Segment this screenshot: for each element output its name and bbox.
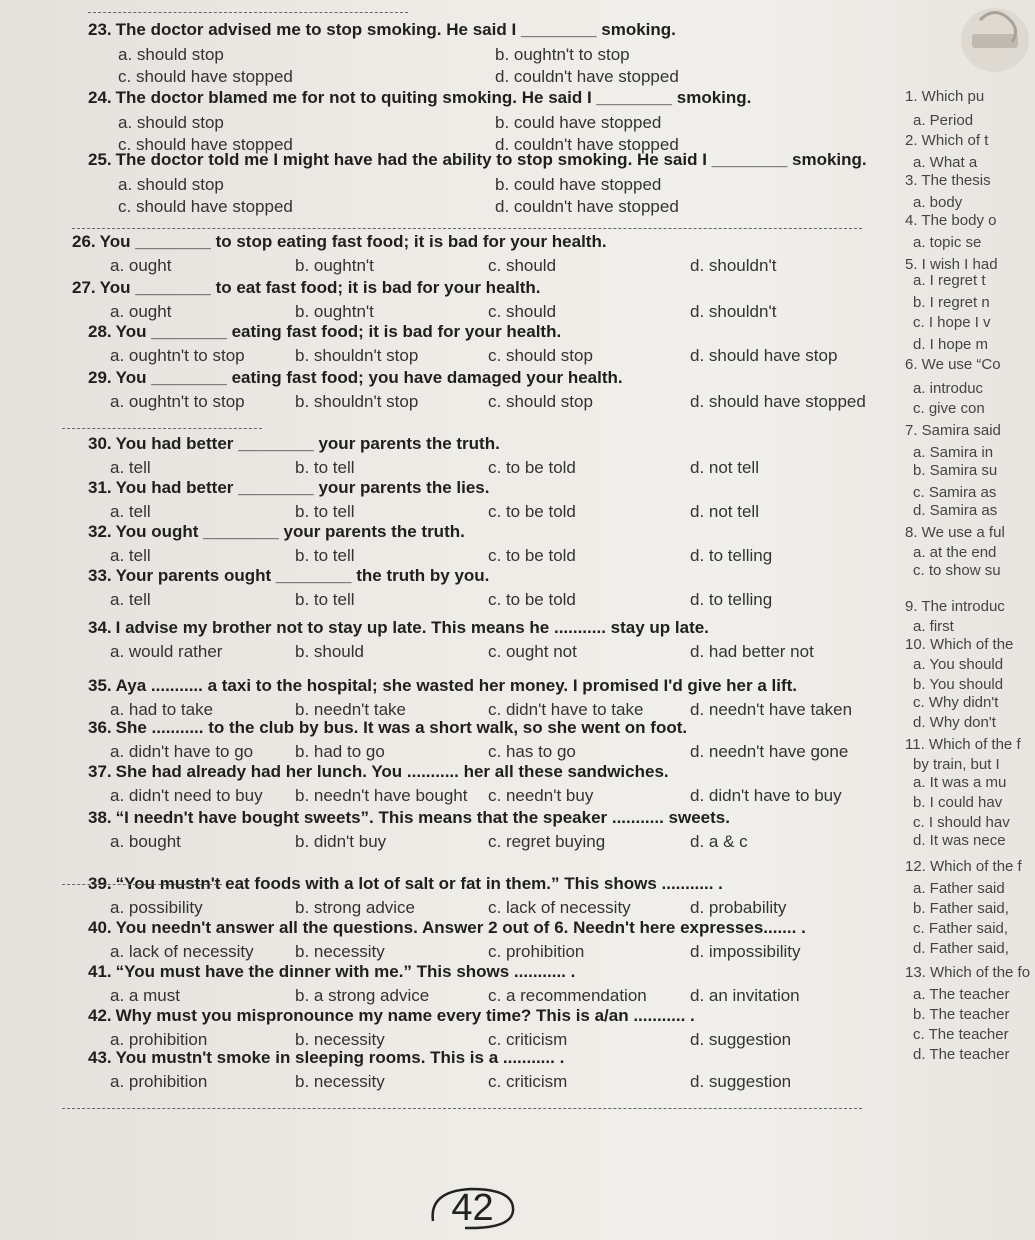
side-text-line: 1. Which pu xyxy=(905,88,985,105)
answer-option[interactable]: c. should have stopped xyxy=(118,67,293,86)
question-stem xyxy=(88,918,806,938)
publisher-logo-icon xyxy=(950,0,1035,80)
answer-option[interactable]: d. couldn't have stopped xyxy=(495,135,679,154)
side-text-line: a. Period xyxy=(913,112,974,129)
side-text-line: 11. Which of the f xyxy=(905,736,1021,753)
answer-option[interactable]: b. to tell xyxy=(295,502,355,521)
side-text-line: c. I hope I v xyxy=(913,314,991,331)
question-number: 37. xyxy=(88,762,112,781)
section-divider xyxy=(62,428,262,429)
answer-option[interactable]: c. criticism xyxy=(488,1072,568,1091)
side-text-line: a. Samira in xyxy=(913,444,994,461)
answer-option[interactable]: d. a & c xyxy=(690,832,748,851)
answer-option[interactable]: b. oughtn't xyxy=(295,302,374,321)
question-stem xyxy=(88,434,500,454)
answer-option[interactable]: d. suggestion xyxy=(690,1030,792,1049)
side-text-line: d. The teacher xyxy=(913,1046,1010,1063)
answer-option[interactable]: b. could have stopped xyxy=(495,175,662,194)
answer-option[interactable]: d. suggestion xyxy=(690,1072,792,1091)
side-text-line: c. to show su xyxy=(913,562,1001,579)
answer-option[interactable]: a. tell xyxy=(110,546,151,565)
side-text-line: a. The teacher xyxy=(913,986,1010,1003)
section-divider xyxy=(72,228,862,229)
side-text-line: d. Why don't xyxy=(913,714,996,731)
question-stem xyxy=(88,368,623,388)
answer-option[interactable]: b. needn't have bought xyxy=(295,786,468,805)
side-text-line: 7. Samira said xyxy=(905,422,1001,439)
side-text-line: a. introduc xyxy=(913,380,984,397)
question-stem xyxy=(72,232,607,252)
answer-option[interactable]: b. shouldn't stop xyxy=(295,392,419,411)
side-text-line: 13. Which of the fo xyxy=(905,964,1031,981)
question-number: 36. xyxy=(88,718,112,737)
answer-option[interactable]: a. tell xyxy=(110,458,151,477)
question-stem xyxy=(88,150,867,170)
side-text-line: a. I regret t xyxy=(913,272,986,289)
answer-option[interactable]: a. ought xyxy=(110,302,172,321)
answer-option[interactable]: c. should stop xyxy=(488,392,593,411)
answer-option[interactable]: b. needn't take xyxy=(295,700,406,719)
question-number: 24. xyxy=(88,88,112,107)
answer-option[interactable]: b. to tell xyxy=(295,458,355,477)
question-number: 39. xyxy=(88,874,112,893)
side-text-line: b. Father said, xyxy=(913,900,1009,917)
side-text-line: b. I regret n xyxy=(913,294,990,311)
answer-option[interactable]: a. oughtn't to stop xyxy=(110,346,245,365)
question-stem xyxy=(88,1048,564,1068)
question-number: 42. xyxy=(88,1006,112,1025)
answer-option[interactable]: b. should xyxy=(295,642,364,661)
question-stem xyxy=(88,1006,695,1026)
question-number: 30. xyxy=(88,434,112,453)
side-text-line: c. Father said, xyxy=(913,920,1009,937)
question-text: Your parents ought ________ the truth by you. xyxy=(115,566,490,585)
question-stem xyxy=(88,20,676,40)
answer-option[interactable]: c. should have stopped xyxy=(118,197,293,216)
answer-option[interactable]: c. regret buying xyxy=(488,832,606,851)
answer-option[interactable]: a. would rather xyxy=(110,642,223,661)
answer-option[interactable]: d. shouldn't xyxy=(690,256,777,275)
answer-option[interactable]: b. didn't buy xyxy=(295,832,387,851)
answer-option[interactable]: c. didn't have to take xyxy=(488,700,644,719)
side-text-line: a. body xyxy=(913,194,963,211)
answer-option[interactable]: c. to be told xyxy=(488,546,576,565)
answer-option[interactable]: a. didn't need to buy xyxy=(110,786,263,805)
answer-option[interactable]: c. a recommendation xyxy=(488,986,647,1005)
answer-option[interactable]: d. probability xyxy=(690,898,787,917)
answer-option[interactable]: b. necessity xyxy=(295,1072,385,1091)
side-text-line: c. The teacher xyxy=(913,1026,1009,1043)
answer-option[interactable]: d. impossibility xyxy=(690,942,801,961)
side-text-line: b. Samira su xyxy=(913,462,998,479)
question-number: 32. xyxy=(88,522,112,541)
answer-option[interactable]: a. bought xyxy=(110,832,181,851)
question-text: You ________ eating fast food; you have damaged your health. xyxy=(115,368,623,387)
answer-option[interactable]: c. prohibition xyxy=(488,942,585,961)
answer-option[interactable]: d. needn't have gone xyxy=(690,742,849,761)
question-stem xyxy=(88,522,465,542)
answer-option[interactable]: a. ought xyxy=(110,256,172,275)
side-text-line: b. You should xyxy=(913,676,1004,693)
section-divider xyxy=(62,1108,862,1109)
answer-option[interactable]: d. should have stopped xyxy=(690,392,866,411)
section-divider xyxy=(88,12,408,13)
answer-option[interactable]: c. ought not xyxy=(488,642,577,661)
question-text: The doctor told me I might have had the ability to stop smoking. He said I ________ smoking. xyxy=(115,150,867,169)
side-text-line: c. Why didn't xyxy=(913,694,999,711)
side-text-line: a. What a xyxy=(913,154,978,171)
side-text-line: 2. Which of t xyxy=(905,132,989,149)
answer-option[interactable]: d. couldn't have stopped xyxy=(495,197,679,216)
question-stem xyxy=(88,322,561,342)
question-number: 31. xyxy=(88,478,112,497)
answer-option[interactable]: d. not tell xyxy=(690,502,759,521)
question-text: You mustn't smoke in sleeping rooms. This is a ........... . xyxy=(115,1048,565,1067)
page-number xyxy=(425,1183,520,1233)
answer-option[interactable]: a. prohibition xyxy=(110,1030,208,1049)
side-text-line: 3. The thesis xyxy=(905,172,991,189)
answer-option[interactable]: a. a must xyxy=(110,986,180,1005)
answer-option[interactable]: b. to tell xyxy=(295,546,355,565)
answer-option[interactable]: a. prohibition xyxy=(110,1072,208,1091)
answer-option[interactable]: a. should stop xyxy=(118,113,224,132)
question-stem xyxy=(88,676,797,696)
side-text-line: a. first xyxy=(913,618,954,635)
side-text-line: a. It was a mu xyxy=(913,774,1007,791)
question-stem xyxy=(88,618,709,638)
answer-option[interactable]: c. should xyxy=(488,302,557,321)
answer-option[interactable]: d. to telling xyxy=(690,546,773,565)
side-text-line: 4. The body o xyxy=(905,212,997,229)
side-text-line: 12. Which of the f xyxy=(905,858,1022,875)
question-text: You had better ________ your parents the truth. xyxy=(115,434,500,453)
answer-option[interactable]: c. should xyxy=(488,256,557,275)
question-stem xyxy=(88,962,575,982)
answer-option[interactable]: d. should have stop xyxy=(690,346,838,365)
answer-option[interactable]: d. shouldn't xyxy=(690,302,777,321)
question-stem xyxy=(88,478,489,498)
question-text: The doctor advised me to stop smoking. He said I ________ smoking. xyxy=(115,20,676,39)
side-text-line: 6. We use “Co xyxy=(905,356,1001,373)
question-text: The doctor blamed me for not to quiting smoking. He said I ________ smoking. xyxy=(115,88,752,107)
answer-option[interactable]: d. couldn't have stopped xyxy=(495,67,679,86)
question-number: 34. xyxy=(88,618,112,637)
question-text: You ________ eating fast food; it is bad for your health. xyxy=(115,322,562,341)
answer-option[interactable]: b. necessity xyxy=(295,942,385,961)
answer-option[interactable]: b. a strong advice xyxy=(295,986,430,1005)
question-stem xyxy=(88,762,669,782)
side-text-line: c. I should hav xyxy=(913,814,1010,831)
answer-option[interactable]: d. to telling xyxy=(690,590,773,609)
answer-option[interactable]: b. shouldn't stop xyxy=(295,346,419,365)
answer-option[interactable]: c. should stop xyxy=(488,346,593,365)
page-number-text: 42 xyxy=(451,1187,494,1229)
answer-option[interactable]: a. oughtn't to stop xyxy=(110,392,245,411)
question-number: 23. xyxy=(88,20,112,39)
side-text-line: 5. I wish I had xyxy=(905,256,998,273)
answer-option[interactable]: b. had to go xyxy=(295,742,385,761)
question-number: 26. xyxy=(72,232,96,251)
answer-option[interactable]: b. oughtn't xyxy=(295,256,374,275)
question-text: Aya ........... a taxi to the hospital; she wasted her money. I promised I'd give her a lift. xyxy=(115,676,798,695)
side-text-line: 10. Which of the xyxy=(905,636,1014,653)
answer-option[interactable]: a. possibility xyxy=(110,898,203,917)
side-text-line: by train, but I xyxy=(913,756,1000,773)
question-stem xyxy=(88,808,730,828)
answer-option[interactable]: a. lack of necessity xyxy=(110,942,254,961)
answer-option[interactable]: a. had to take xyxy=(110,700,214,719)
answer-option[interactable]: c. to be told xyxy=(488,458,576,477)
side-text-line: b. I could hav xyxy=(913,794,1003,811)
answer-option[interactable]: b. necessity xyxy=(295,1030,385,1049)
side-text-line: d. Father said, xyxy=(913,940,1009,957)
adjacent-page-strip xyxy=(905,0,1035,1240)
question-number: 25. xyxy=(88,150,112,169)
question-stem xyxy=(72,278,540,298)
answer-option[interactable]: b. oughtn't to stop xyxy=(495,45,630,64)
answer-option[interactable]: b. could have stopped xyxy=(495,113,662,132)
question-stem xyxy=(88,718,687,738)
question-number: 33. xyxy=(88,566,112,585)
answer-option[interactable]: c. needn't buy xyxy=(488,786,594,805)
question-text: “You mustn't eat foods with a lot of salt or fat in them.” This shows ........... . xyxy=(115,874,723,893)
question-number: 38. xyxy=(88,808,112,827)
side-text-line: d. It was nece xyxy=(913,832,1006,849)
question-text: She had already had her lunch. You ........... her all these sandwiches. xyxy=(115,762,669,781)
answer-option[interactable]: d. an invitation xyxy=(690,986,800,1005)
side-text-line: a. topic se xyxy=(913,234,982,251)
answer-option[interactable]: c. to be told xyxy=(488,502,576,521)
question-text: You had better ________ your parents the lies. xyxy=(115,478,490,497)
question-text: You needn't answer all the questions. Answer 2 out of 6. Needn't here expresses....... . xyxy=(115,918,806,937)
side-text-line: c. give con xyxy=(913,400,985,417)
question-number: 29. xyxy=(88,368,112,387)
answer-option[interactable]: d. needn't have taken xyxy=(690,700,853,719)
answer-option[interactable]: a. didn't have to go xyxy=(110,742,254,761)
side-text-line: 8. We use a ful xyxy=(905,524,1005,541)
answer-option[interactable]: c. should have stopped xyxy=(118,135,293,154)
side-text-line: a. Father said xyxy=(913,880,1005,897)
side-text-line: d. I hope m xyxy=(913,336,989,353)
answer-option[interactable]: c. has to go xyxy=(488,742,576,761)
question-text: You ________ to stop eating fast food; it is bad for your health. xyxy=(99,232,607,251)
answer-option[interactable]: c. to be told xyxy=(488,590,576,609)
question-number: 27. xyxy=(72,278,96,297)
answer-option[interactable]: c. criticism xyxy=(488,1030,568,1049)
question-text: “You must have the dinner with me.” This shows ........... . xyxy=(115,962,576,981)
question-number: 40. xyxy=(88,918,112,937)
side-text-line: b. The teacher xyxy=(913,1006,1010,1023)
question-text: I advise my brother not to stay up late. This means he ........... stay up late. xyxy=(115,618,709,637)
side-text-line: a. at the end xyxy=(913,544,997,561)
question-stem xyxy=(88,88,751,108)
answer-option[interactable]: b. to tell xyxy=(295,590,355,609)
answer-option[interactable]: a. should stop xyxy=(118,45,224,64)
side-text-line: 9. The introduc xyxy=(905,598,1005,615)
answer-option[interactable]: c. lack of necessity xyxy=(488,898,631,917)
question-text: You ought ________ your parents the truth. xyxy=(115,522,465,541)
answer-option[interactable]: d. had better not xyxy=(690,642,814,661)
question-text: Why must you mispronounce my name every time? This is a/an ........... . xyxy=(115,1006,695,1025)
answer-option[interactable]: d. didn't have to buy xyxy=(690,786,842,805)
side-text-line: d. Samira as xyxy=(913,502,998,519)
question-number: 28. xyxy=(88,322,112,341)
question-number: 35. xyxy=(88,676,112,695)
answer-option[interactable]: b. strong advice xyxy=(295,898,416,917)
question-text: “I needn't have bought sweets”. This means that the speaker ........... sweets. xyxy=(115,808,730,827)
question-stem xyxy=(88,566,489,586)
question-number: 41. xyxy=(88,962,112,981)
answer-option[interactable]: a. should stop xyxy=(118,175,224,194)
question-text: You ________ to eat fast food; it is bad for your health. xyxy=(99,278,541,297)
answer-option[interactable]: a. tell xyxy=(110,590,151,609)
section-divider xyxy=(62,884,222,885)
question-number: 43. xyxy=(88,1048,112,1067)
side-text-line: c. Samira as xyxy=(913,484,997,501)
answer-option[interactable]: d. not tell xyxy=(690,458,759,477)
question-text: She ........... to the club by bus. It was a short walk, so she went on foot. xyxy=(115,718,688,737)
side-text-line: a. You should xyxy=(913,656,1004,673)
answer-option[interactable]: a. tell xyxy=(110,502,151,521)
